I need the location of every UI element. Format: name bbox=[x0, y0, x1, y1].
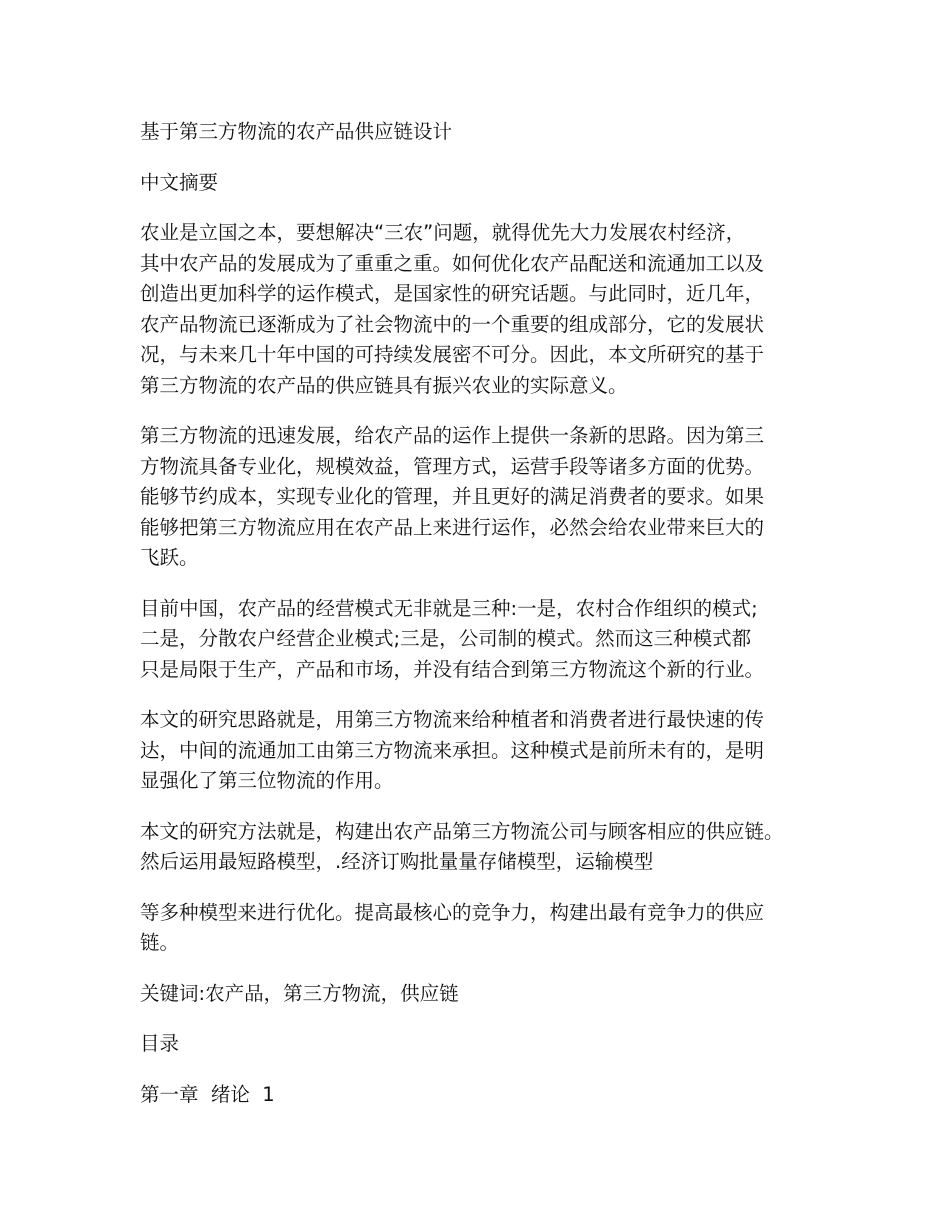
abstract-heading: 中文摘要 bbox=[140, 170, 219, 194]
paragraph-line: 第三方物流的迅速发展，给农产品的运作上提供一条新的思路。因为第三 bbox=[140, 424, 765, 447]
document-page bbox=[140, 117, 820, 1110]
paragraph-line: 农业是立国之本，要想解决“三农”问题，就得优先大力发展农村经济， bbox=[140, 221, 746, 244]
paragraph-line: 目前中国，农产品的经营模式无非就是三种:一是，农村合作组织的模式; bbox=[140, 596, 758, 620]
paragraph-line: 第三方物流的农产品的供应链具有振兴农业的实际意义。 bbox=[140, 373, 628, 397]
toc-entry-chapter-1: 第一章 绪论 1 bbox=[140, 1082, 275, 1106]
abstract-paragraph-1 bbox=[140, 218, 820, 401]
paragraph-line: 本文的研究思路就是，用第三方物流来给种植者和消费者进行最快速的传 bbox=[140, 708, 765, 731]
abstract-paragraph-3 bbox=[140, 594, 820, 686]
toc-heading: 目录 bbox=[140, 1032, 180, 1055]
paragraph-line: 链。 bbox=[140, 931, 180, 954]
abstract-paragraph-5 bbox=[140, 817, 820, 878]
paragraph-line: 况，与未来几十年中国的可持续发展密不可分。因此，本文所研究的基于 bbox=[140, 343, 765, 366]
paragraph-line: 能够节约成本，实现专业化的管理，并且更好的满足消费者的要求。如果 bbox=[140, 485, 765, 508]
paragraph-line: 只是局限于生产，产品和市场，并没有结合到第三方物流这个新的行业。 bbox=[140, 657, 765, 681]
paragraph-line: 其中农产品的发展成为了重重之重。如何优化农产品配送和流通加工以及 bbox=[140, 251, 765, 275]
paragraph-line: 本文的研究方法就是，构建出农产品第三方物流公司与顾客相应的供应链。 bbox=[140, 819, 784, 843]
paragraph-line: 农产品物流已逐渐成为了社会物流中的一个重要的组成部分，它的发展状 bbox=[140, 312, 765, 336]
document-title: 基于第三方物流的农产品供应链设计 bbox=[140, 120, 453, 143]
paragraph-line: 能够把第三方物流应用在农产品上来进行运作，必然会给农业带来巨大的 bbox=[140, 515, 765, 539]
paragraph-line: 等多种模型来进行优化。提高最核心的竞争力，构建出最有竞争力的供应 bbox=[140, 900, 765, 924]
paragraph-line: 然后运用最短路模型，.经济订购批量量存储模型，运输模型 bbox=[140, 850, 654, 873]
abstract-paragraph-4 bbox=[140, 705, 820, 797]
paragraph-line: 显强化了第三位物流的作用。 bbox=[140, 769, 394, 792]
paragraph-line: 方物流具备专业化，规模效益，管理方式，运营手段等诸多方面的优势。 bbox=[140, 454, 765, 478]
paragraph-line: 飞跃。 bbox=[140, 546, 199, 569]
abstract-paragraph-6 bbox=[140, 898, 820, 959]
paragraph-line: 二是，分散农户经营企业模式;三是，公司制的模式。然而这三种模式都 bbox=[140, 627, 752, 650]
abstract-paragraph-2 bbox=[140, 421, 820, 574]
keywords-line: 关键词:农产品，第三方物流，供应链 bbox=[140, 981, 459, 1005]
paragraph-line: 创造出更加科学的运作模式，是国家性的研究话题。与此同时，近几年， bbox=[140, 282, 765, 305]
paragraph-line: 达，中间的流通加工由第三方物流来承担。这种模式是前所未有的，是明 bbox=[140, 738, 765, 762]
